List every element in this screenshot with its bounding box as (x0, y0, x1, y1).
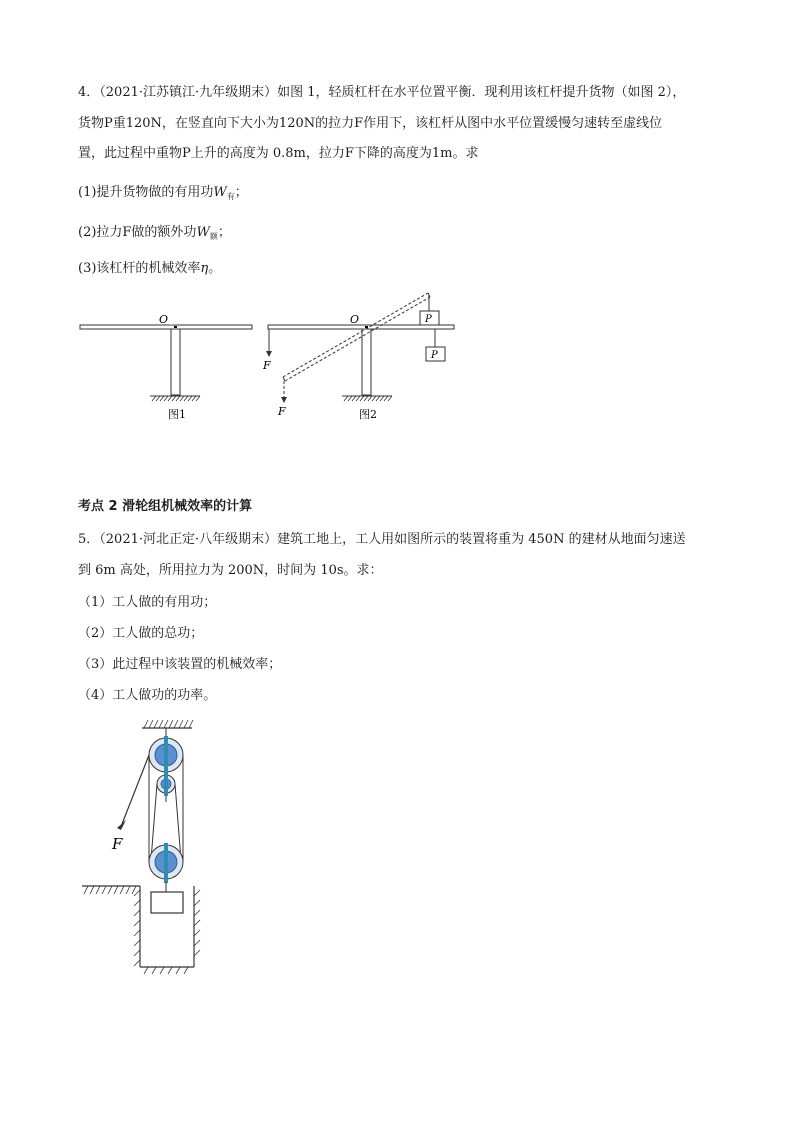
q5-item-4: （4）工人做功的功率。 (78, 688, 217, 703)
q5-line-1: 5．（2021·河北正定·八年级期末）建筑工地上，工人用如图所示的装置将重为 450N 的建材从地面匀速送 (78, 532, 686, 547)
q4-item-2-text: (2)拉力F做的额外功 (78, 225, 197, 240)
q5-item-1: （1）工人做的有用功； (78, 595, 217, 610)
q4-item-3-symbol: η (200, 261, 209, 276)
q4-item-1-text: (1)提升货物做的有用功 (78, 185, 214, 200)
q4-line-3: 置，此过程中重物P上升的高度为 0.8m，拉力F下降的高度为1m。求 (78, 146, 479, 161)
pulley-system-figure (78, 712, 218, 974)
figure-1-pivot-label: O (159, 313, 169, 326)
q4-item-2-end: ； (217, 225, 231, 240)
q4-item-3 (78, 260, 221, 278)
q4-item-1-end: ； (234, 185, 248, 200)
figure-2-pivot-label: O (350, 313, 360, 326)
q4-line-2: 货物P重120N，在竖直向下大小为120N的拉力F作用下，该杠杆从图中水平位置缓慢匀速转至虚线位 (78, 116, 663, 131)
figure-2-weight-label-raised: P (425, 314, 432, 325)
figure-1-caption: 图1 (168, 408, 186, 421)
q4-item-2 (78, 224, 231, 243)
q4-item-1-subscript: 有 (226, 192, 235, 201)
figure-2-weight-label-hanging: P (431, 350, 438, 361)
q5-line-2: 到 6m 高处，所用拉力为 200N，时间为 10s。求： (78, 563, 383, 578)
q4-line-1: 4．（2021·江苏镇江·九年级期末）如图 1，轻质杠杆在水平位置平衡．现利用该杠杆提升货物（如图 2）， (78, 85, 686, 100)
q5-item-3: （3）此过程中该装置的机械效率； (78, 657, 282, 672)
q4-item-1-symbol: W (213, 185, 227, 200)
figure-2-force-label-rotated: F (278, 405, 286, 418)
q4-item-1 (78, 184, 248, 203)
q4-item-2-symbol: W (196, 225, 210, 240)
section-heading: 考点 2 滑轮组机械效率的计算 (78, 499, 253, 514)
figure-2-force-label-horizontal: F (263, 359, 271, 372)
q5-item-2: （2）工人做的总功； (78, 626, 204, 641)
figure-2-lever (262, 293, 454, 421)
building-material-box (151, 892, 183, 913)
pulley-force-label: F (112, 835, 123, 853)
movable-pulley (149, 843, 183, 883)
q4-item-3-end: 。 (208, 261, 222, 276)
q4-item-2-subscript: 额 (209, 232, 218, 241)
figure-2-caption: 图2 (359, 408, 377, 421)
lever-figures (70, 285, 470, 430)
q4-item-3-text: (3)该杠杆的机械效率 (78, 261, 201, 276)
figure-1-lever (80, 313, 252, 421)
